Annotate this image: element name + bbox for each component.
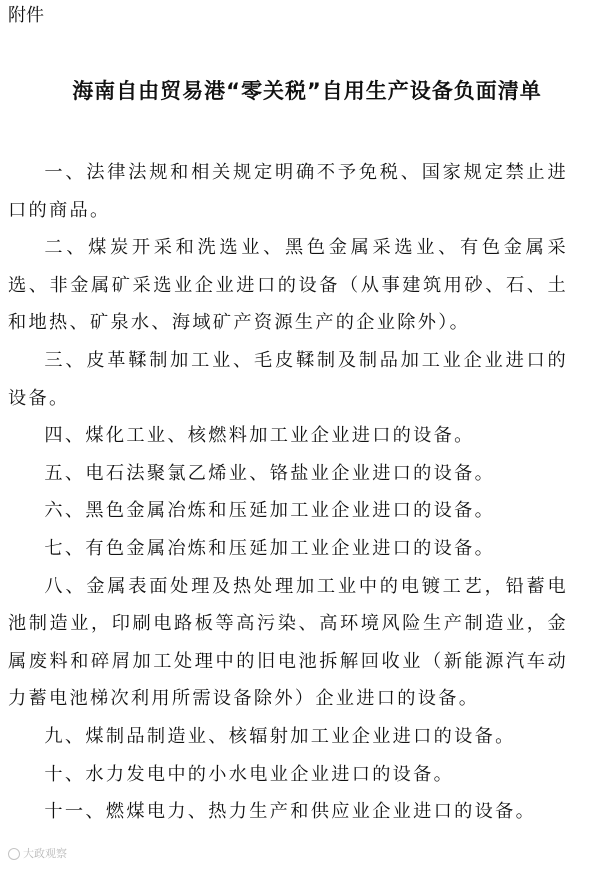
list-item: 八、金属表面处理及热处理加工业中的电镀工艺，铅蓄电池制造业，印刷电路板等高污染、高环境风险生产制造业，金属废料和碎屑加工处理中的旧电池拆解回收业（新能源汽车动力蓄电池梯次利用所需设备除外）企业进口的设备。: [8, 575, 568, 710]
document-title: 海南自由贸易港“零关税”自用生产设备负面清单: [72, 79, 542, 103]
weibo-logo-icon: [8, 848, 20, 860]
list-item: 十、水力发电中的小水电业企业进口的设备。: [44, 763, 455, 785]
list-item: 七、有色金属冶炼和压延加工业企业进口的设备。: [44, 537, 496, 559]
list-item: 四、煤化工业、核燃料加工业企业进口的设备。: [44, 425, 475, 447]
list-item: 二、煤炭开采和洗选业、黑色金属采选业、有色金属采选、非金属矿采选业企业进口的设备（从事建筑用砂、石、土和地热、矿泉水、海域矿产资源生产的企业除外）。: [8, 237, 568, 334]
watermark: [8, 846, 67, 862]
attachment-label: 附件: [8, 5, 44, 26]
list-item: 五、电石法聚氯乙烯业、铬盐业企业进口的设备。: [44, 462, 496, 484]
list-item: 六、黑色金属冶炼和压延加工业企业进口的设备。: [44, 500, 496, 522]
list-item: 三、皮革鞣制加工业、毛皮鞣制及制品加工业企业进口的设备。: [8, 349, 568, 409]
list-item: 一、法律法规和相关规定明确不予免税、国家规定禁止进口的商品。: [8, 162, 568, 221]
watermark-text: 大政观察: [23, 847, 67, 860]
document-body: [8, 154, 568, 831]
list-item: 十一、燃煤电力、热力生产和供应业企业进口的设备。: [44, 801, 537, 823]
list-item: 九、煤制品制造业、核辐射加工业企业进口的设备。: [44, 725, 516, 747]
